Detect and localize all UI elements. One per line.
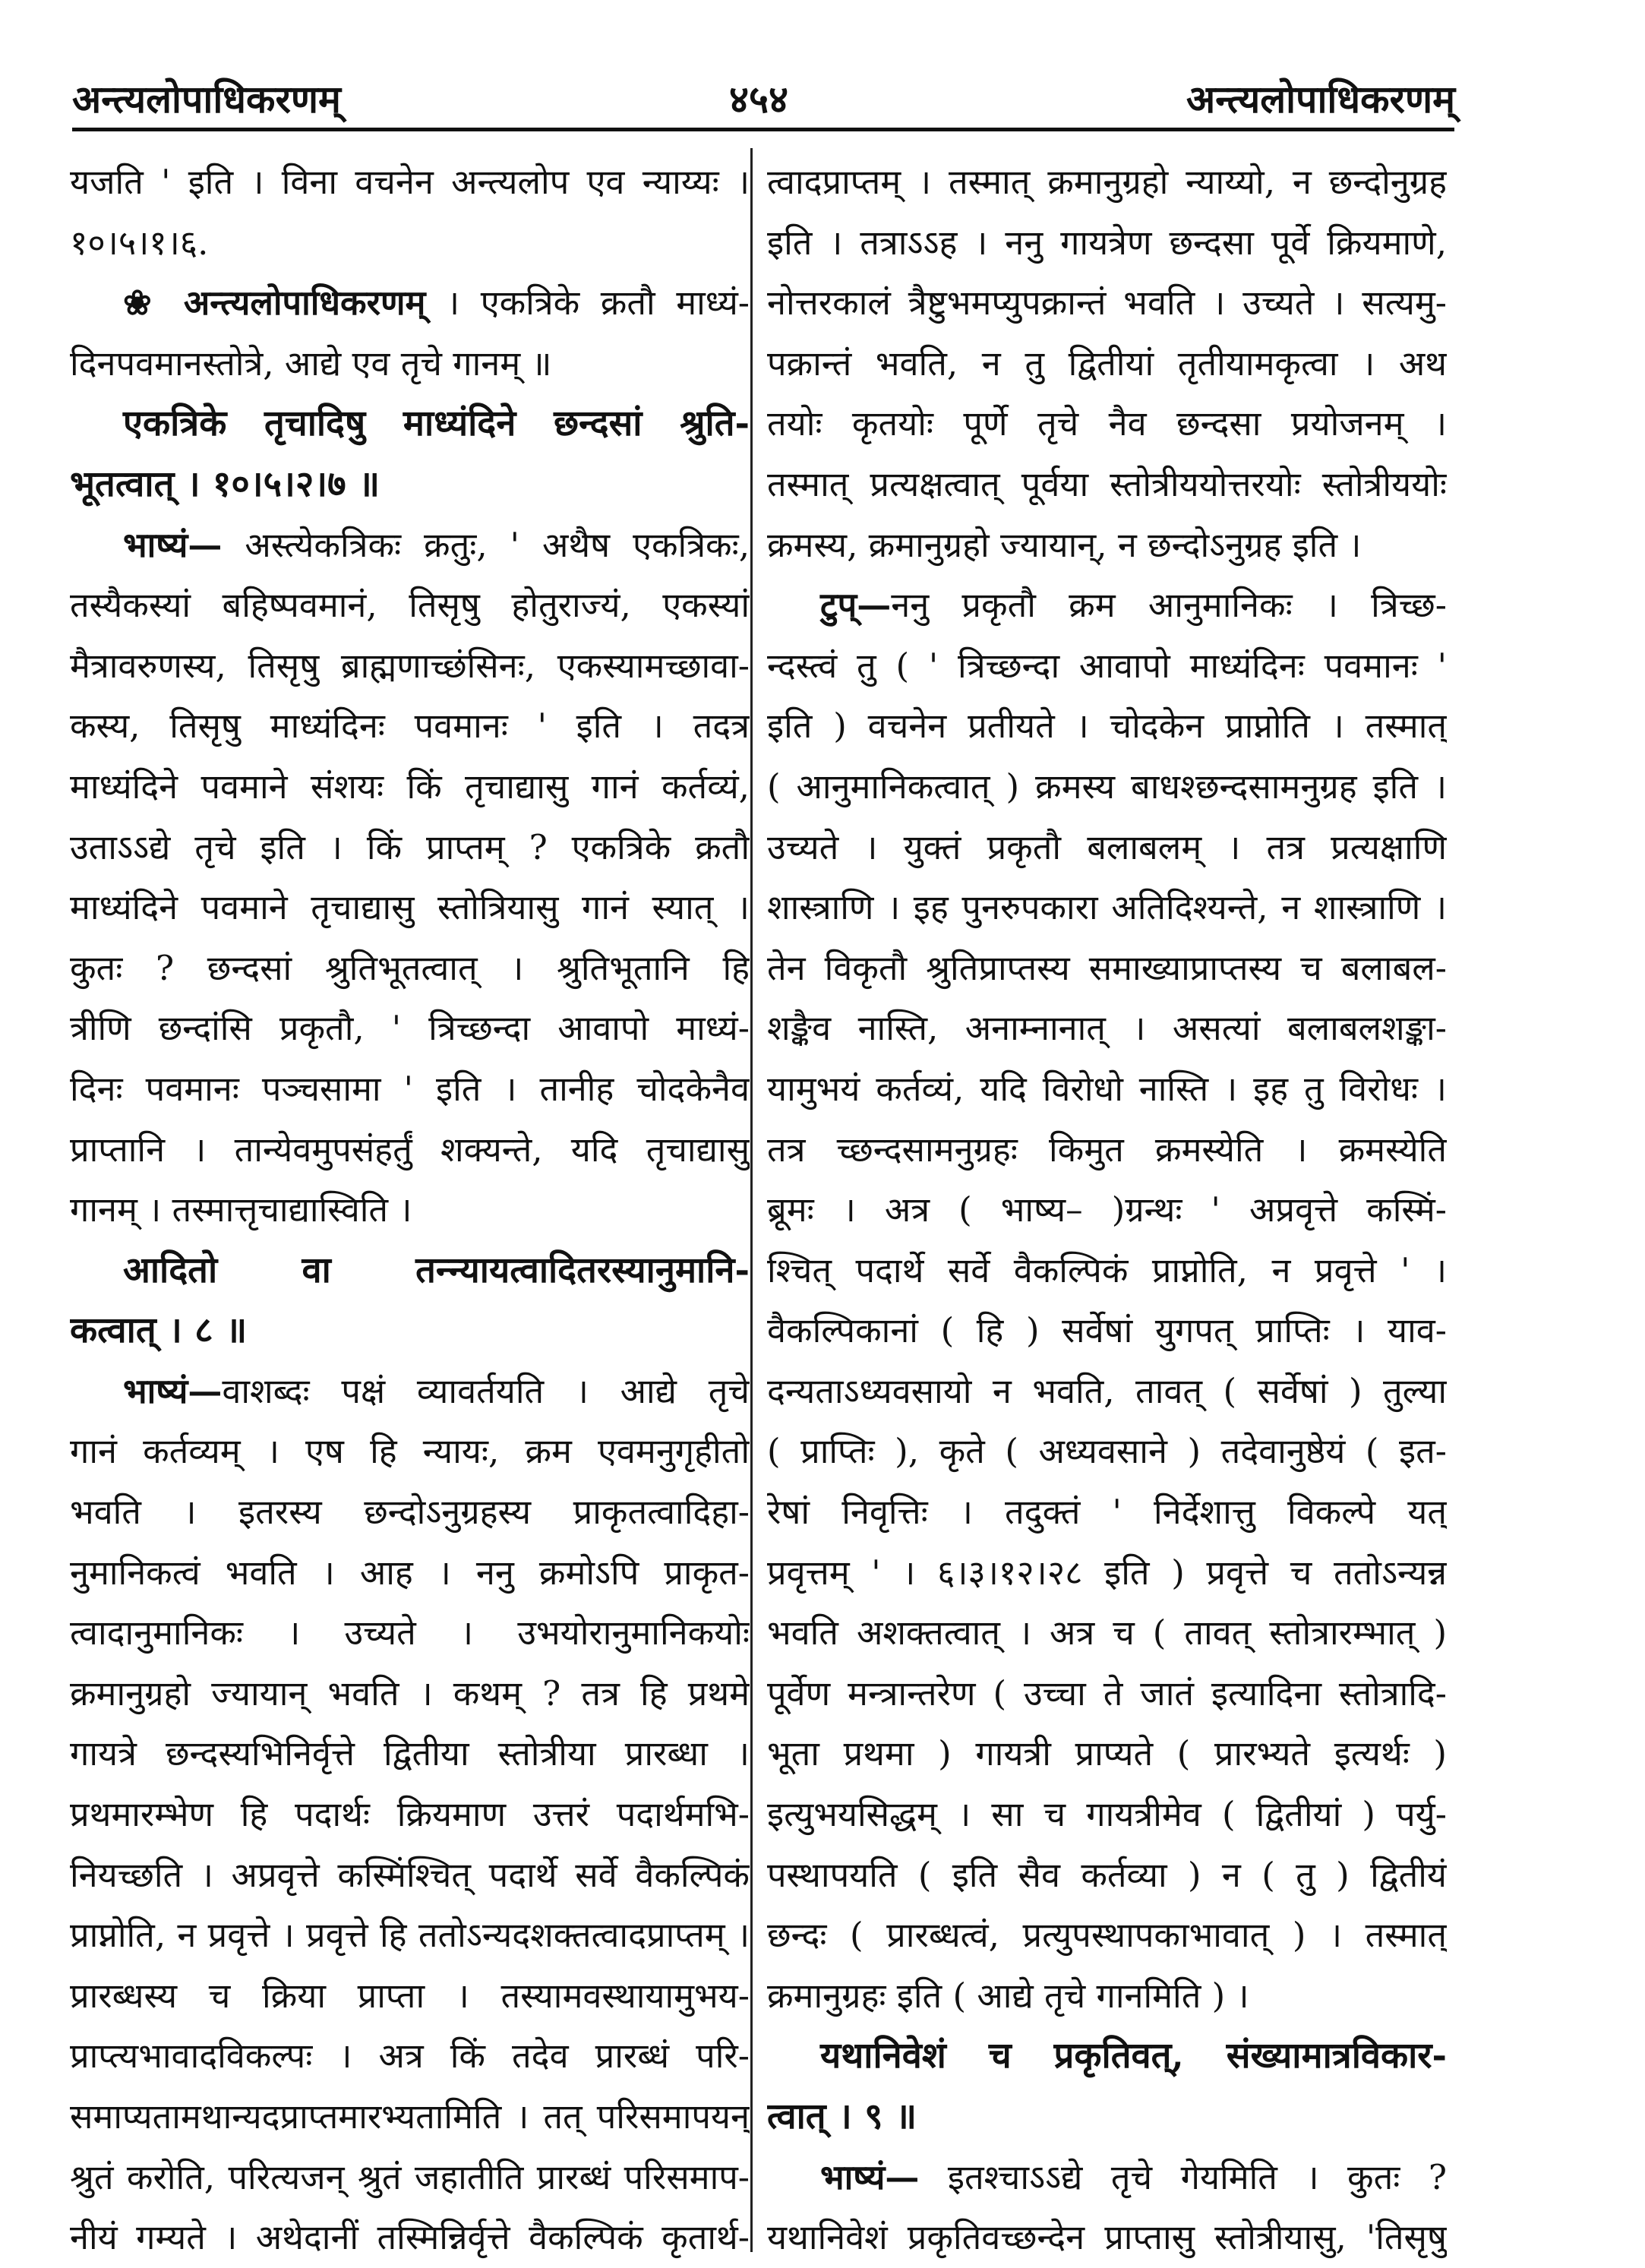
text-line	[767, 1784, 1447, 1845]
text-line	[70, 998, 750, 1059]
text-line	[70, 1784, 750, 1845]
line-text: गानम् । तस्मात्तृचाद्यास्विति ।	[70, 1189, 412, 1230]
text-line	[767, 1723, 1447, 1784]
text-line	[70, 1421, 750, 1482]
text-line	[70, 1120, 750, 1180]
text-line	[70, 2086, 750, 2147]
bold-lead: भाष्यं—	[123, 1370, 223, 1411]
line-text: मैत्रावरुणस्य, तिसृषु ब्राह्मणाच्छंसिनः, एकस्यामच्छावा-	[70, 645, 750, 686]
line-text: अस्त्येकत्रिकः क्रतुः, ' अथैष एकत्रिकः,	[222, 524, 750, 565]
line-text: भूतत्वात् । १०।५।२।७ ॥	[70, 463, 380, 505]
line-text: त्वादानुमानिकः । उच्यते । उभयोरानुमानिकयोः	[70, 1613, 750, 1654]
text-line	[767, 333, 1447, 394]
text-line	[70, 515, 750, 576]
line-text: शास्त्राणि । इह पुनरुपकारा अतिदिश्यन्ते, न शास्त्राणि ।	[767, 887, 1447, 928]
bold-lead: ❀ अन्त्यलोपाधिकरणम्	[123, 283, 426, 324]
line-text: इत्युभयसिद्धम् । सा च गायत्रीमेव ( द्वितीयां ) पर्यु-	[767, 1794, 1447, 1835]
text-line	[70, 1845, 750, 1906]
line-text: यामुभयं कर्तव्यं, यदि विरोधो नास्ति । इह तु विरोधः ।	[767, 1068, 1447, 1109]
text-line	[767, 1120, 1447, 1180]
bold-lead: भाष्यं—	[123, 524, 223, 565]
text-line	[767, 1300, 1447, 1361]
text-line	[70, 393, 750, 454]
line-text: नोत्तरकालं त्रैष्टुभमप्युपक्रान्तं भवति । उच्यते । सत्यमु-	[767, 283, 1447, 324]
text-line	[767, 515, 1447, 576]
text-line	[767, 1421, 1447, 1482]
text-line	[767, 998, 1447, 1059]
line-text: नुमानिकत्वं भवति । आह । ननु क्रमोऽपि प्राकृत-	[70, 1552, 750, 1593]
text-line	[70, 757, 750, 817]
line-text: उताऽऽद्ये तृचे इति । किं प्राप्तम् ? एकत्रिके क्रतौ	[70, 826, 750, 867]
line-text: वाशब्दः पक्षं व्यावर्तयति । आद्ये तृचे	[222, 1370, 750, 1411]
line-text: समाप्यतामथान्यदप्राप्तमारभ्यतामिति । तत् परिसमापयन्	[70, 2096, 750, 2137]
line-text: भवति अशक्तत्वात् । अत्र च ( तावत् स्तोत्रारम्भात् )	[767, 1613, 1447, 1654]
text-line	[767, 393, 1447, 454]
line-text: भवति । इतरस्य छन्दोऽनुग्रहस्य प्राकृतत्वादिहा-	[70, 1492, 750, 1533]
line-text: कस्य, तिसृषु माध्यंदिनः पवमानः ' इति । तदत्र	[70, 706, 750, 747]
bold-lead: भाष्यं—	[820, 2156, 920, 2197]
line-text: तस्यैकस्यां बहिष्पवमानं, तिसृषु होतुराज्यं, एकस्यां	[70, 585, 750, 626]
line-text: त्रीणि छन्दांसि प्रकृतौ, ' त्रिच्छन्दा आवापो माध्यं-	[70, 1008, 750, 1049]
line-text: यजति ' इति । विना वचनेन अन्त्यलोप एव न्याय्यः ।	[70, 162, 750, 202]
text-line	[70, 273, 750, 333]
line-text: प्रथमारम्भेण हि पदार्थः क्रियमाण उत्तरं पदार्थमभि-	[70, 1794, 750, 1835]
line-text: क्रमानुग्रहः इति ( आद्ये तृचे गानमिति ) ।	[767, 1975, 1249, 2016]
text-line	[70, 1482, 750, 1543]
text-line	[767, 1482, 1447, 1543]
line-text: पूर्वेण मन्त्रान्तरेण ( उच्चा ते जातं इत्यादिना स्तोत्रादि-	[767, 1673, 1447, 1714]
line-text: क्रमस्य, क्रमानुग्रहो ज्यायान्, न छन्दोऽनुग्रह इति ।	[767, 524, 1362, 565]
page-number: ४५४	[729, 77, 788, 122]
line-text: कुतः ? छन्दसां श्रुतिभूतत्वात् । श्रुतिभूतानि हि	[70, 947, 750, 988]
text-line	[767, 1059, 1447, 1120]
line-text: क्रमानुग्रहो ज्यायान् भवति । कथम् ? तत्र हि प्रथमे	[70, 1673, 750, 1714]
line-text: नीयं गम्यते । अथेदानीं तस्मिन्निर्वृत्ते वैकल्पिकं कृतार्थ-	[70, 2217, 750, 2258]
right-column	[767, 152, 1447, 2268]
text-line	[70, 696, 750, 757]
text-line	[767, 696, 1447, 757]
running-header-right: अन्त्यलोपाधिकरणम्	[1186, 77, 1455, 122]
line-text: त्वात् । ९ ॥	[767, 2096, 917, 2137]
text-line	[767, 938, 1447, 999]
line-text: आदितो वा तन्न्यायत्वादितरस्यानुमानि-	[123, 1249, 750, 1291]
text-line	[767, 757, 1447, 817]
line-text: एकत्रिके तृचादिषु माध्यंदिने छन्दसां श्रुति-	[123, 403, 750, 445]
line-text: श्रुतं करोति, परित्यजन् श्रुतं जहातीति प्रारब्धं परिसमाप-	[70, 2156, 750, 2197]
text-line	[70, 1723, 750, 1784]
text-line	[70, 817, 750, 878]
line-text: यथानिवेशं प्रकृतिवच्छन्देन प्राप्तासु स्तोत्रीयासु, 'तिसृषु	[767, 2217, 1447, 2258]
text-line	[70, 1300, 750, 1361]
text-line	[767, 454, 1447, 515]
left-column	[70, 152, 750, 2268]
text-line	[70, 2207, 750, 2268]
text-line	[767, 1905, 1447, 1966]
line-text: तेन विकृतौ श्रुतिप्राप्तस्य समाख्याप्राप्तस्य च बलाबल-	[767, 947, 1447, 988]
text-line	[70, 1966, 750, 2026]
line-text: त्वादप्राप्तम् । तस्मात् क्रमानुग्रहो न्याय्यो, न छन्दोनुग्रह	[767, 162, 1447, 202]
line-text: ( प्राप्तिः ), कृते ( अध्यवसाने ) तदेवानुष्ठेयं ( इत-	[767, 1431, 1447, 1472]
line-text: माध्यंदिने पवमाने संशयः किं तृचाद्यासु गानं कर्तव्यं,	[70, 766, 750, 807]
line-text: वैकल्पिकानां ( हि ) सर्वेषां युगपत् प्राप्तिः । याव-	[767, 1310, 1447, 1351]
text-line	[767, 817, 1447, 878]
text-line	[70, 2147, 750, 2208]
line-text: दिनः पवमानः पञ्चसामा ' इति । तानीह चोदकेनैव	[70, 1068, 750, 1109]
line-text: पस्थापयति ( इति सैव कर्तव्या ) न ( तु ) द्वितीयं	[767, 1854, 1447, 1895]
text-line	[767, 877, 1447, 938]
line-text: गायत्रे छन्दस्यभिनिर्वृत्ते द्वितीया स्तोत्रीया प्रारब्धा ।	[70, 1733, 750, 1774]
text-line	[70, 1240, 750, 1301]
line-text: नियच्छति । अप्रवृत्ते कस्मिंश्चित् पदार्थे सर्वे वैकल्पिकं	[70, 1854, 750, 1895]
line-text: शङ्कैव नास्ति, अनाम्नानात् । असत्यां बलाबलशङ्का-	[767, 1008, 1447, 1049]
text-line	[70, 1603, 750, 1663]
text-line	[70, 1543, 750, 1603]
line-text: गानं कर्तव्यम् । एष हि न्यायः, क्रम एवमनुगृहीतो	[70, 1431, 750, 1472]
line-text: प्राप्तानि । तान्येवमुपसंहर्तुं शक्यन्ते, यदि तृचाद्यासु	[70, 1129, 750, 1170]
text-line	[767, 2026, 1447, 2086]
bold-lead: टुप्—	[820, 585, 892, 626]
line-text: छन्दः ( प्रारब्धत्वं, प्रत्युपस्थापकाभावात् ) । तस्मात्	[767, 1915, 1447, 1956]
line-text: इतश्चाऽऽद्ये तृचे गेयमिति । कुतः ?	[919, 2156, 1447, 2197]
text-line	[70, 1180, 750, 1240]
column-divider	[750, 148, 753, 2252]
line-text: पक्रान्तं भवति, न तु द्वितीयां तृतीयामकृत्वा । अथ	[767, 343, 1447, 384]
text-line	[767, 1361, 1447, 1422]
text-line	[767, 1663, 1447, 1724]
line-text: कत्वात् । ८ ॥	[70, 1309, 248, 1352]
line-text: दन्यताऽध्यवसायो न भवति, तावत् ( सर्वेषां ) तुल्या	[767, 1370, 1447, 1411]
text-line	[767, 1845, 1447, 1906]
header-rule	[72, 128, 1454, 131]
text-line	[70, 1361, 750, 1422]
text-line	[767, 1966, 1447, 2026]
text-line	[767, 1240, 1447, 1301]
text-line	[767, 2147, 1447, 2208]
text-line	[70, 1059, 750, 1120]
text-line	[767, 1180, 1447, 1240]
line-text: प्रवृत्तम् ' । ६।३।१२।२८ इति ) प्रवृत्ते च ततोऽन्यन्न	[767, 1552, 1447, 1593]
line-text: इति । तत्राऽऽह । ननु गायत्रेण छन्दसा पूर्वे क्रियमाणे,	[767, 222, 1447, 263]
line-text: न्दस्त्वं तु ( ' त्रिच्छन्दा आवापो माध्यंदिनः पवमानः '	[767, 645, 1447, 686]
line-text: तस्मात् प्रत्यक्षत्वात् पूर्वया स्तोत्रीययोत्तरयोः स्तोत्रीययोः	[767, 463, 1447, 504]
line-text: प्राप्नोति, न प्रवृत्ते । प्रवृत्ते हि ततोऽन्यदशक्तत्वादप्राप्तम् ।	[70, 1915, 750, 1956]
line-text: ( आनुमानिकत्वात् ) क्रमस्य बाधश्छन्दसामनुग्रह इति ।	[767, 766, 1447, 807]
line-text: रेषां निवृत्तिः । तदुक्तं ' निर्देशात्तु विकल्पे यत्	[767, 1492, 1447, 1533]
text-line	[70, 877, 750, 938]
text-line	[70, 1905, 750, 1966]
text-line	[767, 1543, 1447, 1603]
line-text: । एकत्रिके क्रतौ माध्यं-	[425, 283, 750, 324]
text-line	[767, 2207, 1447, 2268]
text-line	[767, 152, 1447, 213]
line-text: ननु प्रकृतौ क्रम आनुमानिकः । त्रिच्छ-	[891, 585, 1447, 626]
line-text: ब्रूमः । अत्र ( भाष्य– )ग्रन्थः ' अप्रवृत्ते कस्मिं-	[767, 1189, 1447, 1230]
text-line	[767, 213, 1447, 273]
text-line	[767, 2086, 1447, 2147]
line-text: माध्यंदिने पवमाने तृचाद्यासु स्तोत्रियासु गानं स्यात् ।	[70, 887, 750, 928]
line-text: भूता प्रथमा ) गायत्री प्राप्यते ( प्रारभ्यते इत्यर्थः )	[767, 1733, 1447, 1774]
line-text: तयोः कृतयोः पूर्णे तृचे नैव छन्दसा प्रयोजनम् ।	[767, 403, 1447, 444]
text-line	[70, 938, 750, 999]
text-line	[70, 636, 750, 697]
line-text: प्रारब्धस्य च क्रिया प्राप्ता । तस्यामवस्थायामुभय-	[70, 1975, 750, 2016]
line-text: यथानिवेशं च प्रकृतिवत्, संख्यामात्रविकार-	[820, 2035, 1447, 2077]
text-line	[70, 333, 750, 394]
line-text: प्राप्त्यभावादविकल्पः । अत्र किं तदेव प्रारब्धं परि-	[70, 2036, 750, 2077]
line-text: उच्यते । युक्तं प्रकृतौ बलाबलम् । तत्र प्रत्यक्षाणि	[767, 826, 1447, 867]
running-header-left: अन्त्यलोपाधिकरणम्	[72, 77, 341, 122]
text-line	[70, 575, 750, 636]
line-text: श्चित् पदार्थे सर्वे वैकल्पिकं प्राप्नोति, न प्रवृत्ते ' ।	[767, 1249, 1447, 1290]
text-line	[70, 2026, 750, 2086]
line-text: इति ) वचनेन प्रतीयते । चोदकेन प्राप्नोति । तस्मात्	[767, 706, 1447, 747]
text-line	[70, 152, 750, 213]
text-line	[767, 273, 1447, 333]
text-line	[767, 1603, 1447, 1663]
text-line	[70, 213, 750, 273]
line-text: तत्र च्छन्दसामनुग्रहः किमुत क्रमस्येति । क्रमस्येति	[767, 1129, 1447, 1170]
text-line	[767, 636, 1447, 697]
line-text: १०।५।१।६.	[70, 222, 209, 263]
text-line	[767, 575, 1447, 636]
line-text: दिनपवमानस्तोत्रे, आद्ये एव तृचे गानम् ॥	[70, 343, 552, 384]
text-line	[70, 1663, 750, 1724]
text-line	[70, 454, 750, 515]
